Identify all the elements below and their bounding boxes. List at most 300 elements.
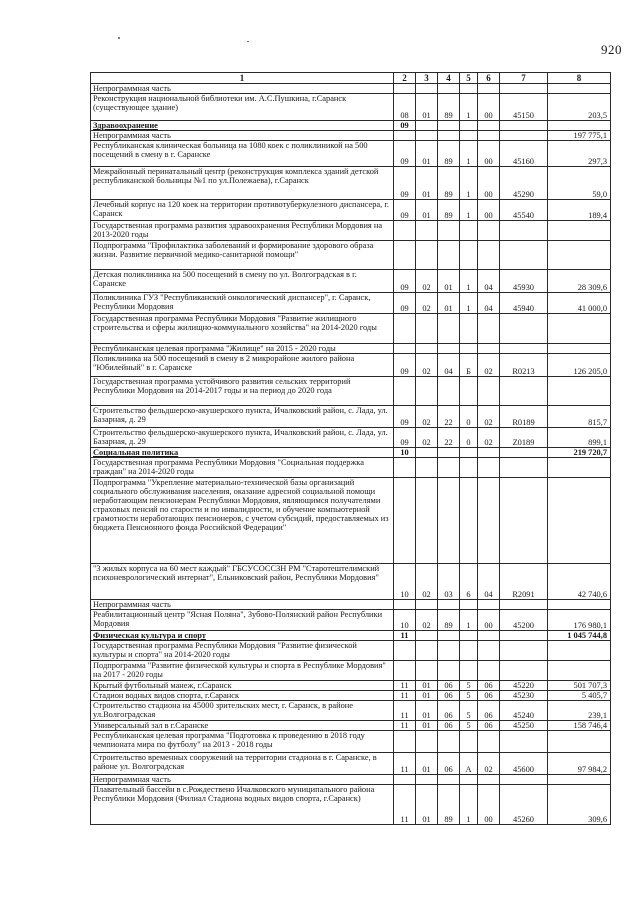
row-amount: 899,1: [548, 428, 611, 448]
row-amount: 815,7: [548, 406, 611, 428]
code-section: [394, 131, 416, 141]
table-row: [91, 731, 611, 753]
code-subprogram: [460, 121, 478, 131]
code-program: 89: [438, 610, 460, 631]
row-amount: 1 045 744,8: [548, 631, 611, 641]
table-row: [91, 167, 611, 200]
row-amount: [548, 314, 611, 344]
row-amount: [548, 344, 611, 354]
code-section: 11: [394, 785, 416, 825]
code-subsection: 01: [416, 141, 438, 167]
code-section: [394, 478, 416, 564]
code-section: 11: [394, 701, 416, 721]
code-subprogram: [460, 458, 478, 478]
code-event: [478, 241, 500, 270]
code-subprogram: [460, 84, 478, 94]
code-subsection: [416, 131, 438, 141]
table-row: [91, 600, 611, 610]
code-program: 06: [438, 753, 460, 775]
table-row: [91, 785, 611, 825]
row-amount: [548, 661, 611, 681]
code-section: [394, 221, 416, 241]
row-name: Непрограммная часть: [91, 131, 394, 141]
row-amount: [548, 600, 611, 610]
table-row: [91, 354, 611, 377]
code-subprogram: [460, 344, 478, 354]
code-section: 09: [394, 406, 416, 428]
row-amount: [548, 775, 611, 785]
code-subprogram: 1: [460, 200, 478, 221]
code-subprogram: [460, 641, 478, 661]
row-amount: [548, 731, 611, 753]
scan-mark: [118, 37, 120, 39]
code-program: 06: [438, 721, 460, 731]
row-name: Государственная программа устойчивого развития сельских территорий Республики Мордовия на 2014-2017 годы и на период до 2020 года: [91, 377, 394, 406]
row-name: Непрограммная часть: [91, 775, 394, 785]
code-section: 09: [394, 293, 416, 314]
code-event: 04: [478, 293, 500, 314]
row-name: Крытый футбольный манеж, г.Саранск: [91, 681, 394, 691]
code-subsection: [416, 458, 438, 478]
code-subprogram: [460, 775, 478, 785]
code-direction: [500, 600, 548, 610]
row-name: Реконструкция национальной библиотеки им. А.С.Пушкина, г.Саранск (существующее здание): [91, 94, 394, 121]
code-section: [394, 377, 416, 406]
code-event: [478, 458, 500, 478]
code-direction: 45940: [500, 293, 548, 314]
code-subsection: [416, 641, 438, 661]
code-event: [478, 377, 500, 406]
code-direction: [500, 131, 548, 141]
code-direction: R2091: [500, 564, 548, 600]
row-amount: 197 775,1: [548, 131, 611, 141]
row-amount: 501 707,3: [548, 681, 611, 691]
code-program: [438, 84, 460, 94]
table-row: [91, 94, 611, 121]
row-name: Государственная программа Республики Мордовия "Развитие физической культуры и спорта" на 2014-2020 годы: [91, 641, 394, 661]
table-row: [91, 314, 611, 344]
code-section: [394, 458, 416, 478]
row-name: Межрайонный перинатальный центр (реконструкция комплекса зданий детской республиканской больницы №1 по ул.Полежаева), г.Саранск: [91, 167, 394, 200]
code-program: [438, 131, 460, 141]
code-section: 10: [394, 564, 416, 600]
code-subsection: 02: [416, 428, 438, 448]
column-header: 7: [500, 73, 548, 84]
row-name: Подпрограмма "Развитие физической культуры и спорта в Республике Мордовия" на 2017 - 2020 годы: [91, 661, 394, 681]
table-row: [91, 241, 611, 270]
code-event: 00: [478, 141, 500, 167]
table-row: [91, 478, 611, 564]
row-name: Плавательный бассейн в с.Рождествено Ичалковского муниципального района Республики Мордовия (Филиал Стадиона водных видов спорта, г.Саранск): [91, 785, 394, 825]
code-program: [438, 641, 460, 661]
table-row: [91, 270, 611, 293]
row-name: Детская поликлиника на 500 посещений в смену по ул. Волгоградская в г. Саранске: [91, 270, 394, 293]
code-subsection: [416, 314, 438, 344]
table-row: [91, 721, 611, 731]
code-subsection: [416, 241, 438, 270]
row-name: Физическая культура и спорт: [91, 631, 394, 641]
code-subsection: [416, 478, 438, 564]
row-name: Поликлиника ГУЗ "Республиканский онкологический диспансер", г. Саранск, Республики Мордовия: [91, 293, 394, 314]
column-header: 6: [478, 73, 500, 84]
code-section: [394, 314, 416, 344]
code-direction: [500, 731, 548, 753]
row-amount: 239,1: [548, 701, 611, 721]
row-name: Строительство фельдшерско-акушерского пункта, Ичалковский район, с. Лада, ул. Базарная, д. 29: [91, 406, 394, 428]
column-header: 8: [548, 73, 611, 84]
code-direction: [500, 344, 548, 354]
row-amount: 158 746,4: [548, 721, 611, 731]
row-name: Непрограммная часть: [91, 600, 394, 610]
code-subsection: 02: [416, 610, 438, 631]
table-row: [91, 221, 611, 241]
code-event: 02: [478, 406, 500, 428]
code-direction: Z0189: [500, 428, 548, 448]
code-subsection: [416, 221, 438, 241]
code-event: [478, 221, 500, 241]
code-direction: [500, 661, 548, 681]
code-subprogram: [460, 221, 478, 241]
code-section: 09: [394, 270, 416, 293]
code-event: [478, 731, 500, 753]
code-subsection: 01: [416, 167, 438, 200]
table-body: [91, 73, 611, 825]
table-row: [91, 610, 611, 631]
code-direction: 45600: [500, 753, 548, 775]
code-subsection: 01: [416, 94, 438, 121]
code-direction: [500, 641, 548, 661]
code-subprogram: 1: [460, 785, 478, 825]
code-direction: R0213: [500, 354, 548, 377]
code-direction: 45250: [500, 721, 548, 731]
code-program: 01: [438, 293, 460, 314]
code-event: 00: [478, 94, 500, 121]
code-section: [394, 641, 416, 661]
code-section: [394, 241, 416, 270]
code-program: 06: [438, 691, 460, 701]
code-subsection: [416, 344, 438, 354]
code-program: [438, 775, 460, 785]
code-event: [478, 84, 500, 94]
code-subprogram: 1: [460, 270, 478, 293]
code-direction: [500, 458, 548, 478]
table-row: [91, 406, 611, 428]
table-row: [91, 344, 611, 354]
table-row: [91, 701, 611, 721]
code-direction: [500, 377, 548, 406]
code-program: 06: [438, 701, 460, 721]
code-subprogram: [460, 241, 478, 270]
code-subprogram: 5: [460, 701, 478, 721]
code-subprogram: [460, 131, 478, 141]
code-program: 06: [438, 681, 460, 691]
code-direction: [500, 221, 548, 241]
code-subprogram: 1: [460, 94, 478, 121]
code-subprogram: 5: [460, 721, 478, 731]
code-event: 00: [478, 167, 500, 200]
row-amount: 42 740,6: [548, 564, 611, 600]
code-subsection: [416, 631, 438, 641]
code-subprogram: Б: [460, 354, 478, 377]
code-subsection: 02: [416, 270, 438, 293]
row-amount: [548, 641, 611, 661]
code-section: 10: [394, 448, 416, 458]
code-section: 09: [394, 167, 416, 200]
code-subprogram: 5: [460, 691, 478, 701]
row-name: Государственная программа развития здравоохранения Республики Мордовия на 2013-2020 годы: [91, 221, 394, 241]
column-header: 1: [91, 73, 394, 84]
budget-table: [90, 72, 611, 825]
code-event: 04: [478, 270, 500, 293]
table-row: [91, 293, 611, 314]
code-event: 04: [478, 564, 500, 600]
code-direction: [500, 631, 548, 641]
code-program: 89: [438, 785, 460, 825]
code-subprogram: 0: [460, 428, 478, 448]
code-section: 08: [394, 94, 416, 121]
code-event: 02: [478, 428, 500, 448]
table-row: [91, 564, 611, 600]
code-event: [478, 314, 500, 344]
code-direction: 45930: [500, 270, 548, 293]
code-subprogram: 1: [460, 293, 478, 314]
row-name: Поликлиника на 500 посещений в смену в 2 микрорайоне жилого района "Юбилейный" в г. Саранске: [91, 354, 394, 377]
table-row: [91, 428, 611, 448]
row-name: Строительство стадиона на 45000 зрительских мест, г. Саранск, в районе ул.Волгоградская: [91, 701, 394, 721]
code-event: [478, 478, 500, 564]
code-direction: 45150: [500, 94, 548, 121]
code-event: 00: [478, 200, 500, 221]
code-subprogram: [460, 661, 478, 681]
code-program: 01: [438, 270, 460, 293]
row-amount: 189,4: [548, 200, 611, 221]
code-section: 11: [394, 721, 416, 731]
table-row: [91, 691, 611, 701]
code-subprogram: [460, 731, 478, 753]
code-direction: 45290: [500, 167, 548, 200]
code-program: [438, 448, 460, 458]
code-program: 89: [438, 200, 460, 221]
code-program: [438, 221, 460, 241]
scan-mark: [247, 41, 249, 42]
row-amount: [548, 241, 611, 270]
code-event: 00: [478, 785, 500, 825]
code-program: 89: [438, 167, 460, 200]
table-row: [91, 641, 611, 661]
row-name: Универсальный зал в г.Саранске: [91, 721, 394, 731]
column-header: 2: [394, 73, 416, 84]
row-amount: 28 309,6: [548, 270, 611, 293]
code-subsection: 01: [416, 785, 438, 825]
code-event: 06: [478, 681, 500, 691]
code-program: [438, 731, 460, 753]
code-subsection: 02: [416, 293, 438, 314]
code-direction: [500, 84, 548, 94]
code-event: 02: [478, 354, 500, 377]
table-row: [91, 753, 611, 775]
code-subsection: [416, 775, 438, 785]
table-row: [91, 131, 611, 141]
code-section: 09: [394, 200, 416, 221]
code-program: [438, 631, 460, 641]
code-direction: [500, 448, 548, 458]
code-section: 09: [394, 428, 416, 448]
code-program: [438, 478, 460, 564]
table-row: [91, 377, 611, 406]
code-direction: 45230: [500, 691, 548, 701]
code-subsection: [416, 121, 438, 131]
code-event: 00: [478, 610, 500, 631]
code-event: [478, 775, 500, 785]
row-name: Подпрограмма "Профилактика заболеваний и формирование здорового образа жизни. Развитие первичной медико-санитарной помощи": [91, 241, 394, 270]
code-subsection: 01: [416, 681, 438, 691]
row-amount: 41 000,0: [548, 293, 611, 314]
code-subsection: [416, 661, 438, 681]
code-subprogram: [460, 448, 478, 458]
row-name: Строительство фельдшерско-акушерского пункта, Ичалковский район, с. Лада, ул. Базарная, д. 29: [91, 428, 394, 448]
code-section: [394, 84, 416, 94]
code-program: 04: [438, 354, 460, 377]
code-event: [478, 121, 500, 131]
code-direction: [500, 478, 548, 564]
code-subsection: 01: [416, 200, 438, 221]
code-direction: 45540: [500, 200, 548, 221]
row-name: Здравоохранение: [91, 121, 394, 131]
code-subsection: [416, 377, 438, 406]
code-direction: [500, 775, 548, 785]
code-direction: [500, 241, 548, 270]
code-section: [394, 661, 416, 681]
column-header: 3: [416, 73, 438, 84]
code-event: [478, 131, 500, 141]
row-name: Стадион водных видов спорта, г.Саранск: [91, 691, 394, 701]
code-subsection: 01: [416, 753, 438, 775]
code-direction: R0189: [500, 406, 548, 428]
table-row: [91, 84, 611, 94]
code-subsection: 02: [416, 406, 438, 428]
code-subsection: 01: [416, 721, 438, 731]
code-program: [438, 241, 460, 270]
row-amount: [548, 221, 611, 241]
code-direction: 45260: [500, 785, 548, 825]
code-event: [478, 661, 500, 681]
code-event: 06: [478, 691, 500, 701]
code-section: [394, 731, 416, 753]
code-direction: 45240: [500, 701, 548, 721]
code-event: [478, 448, 500, 458]
code-direction: [500, 121, 548, 131]
row-amount: [548, 84, 611, 94]
code-program: [438, 458, 460, 478]
row-amount: 126 205,0: [548, 354, 611, 377]
table-row: [91, 681, 611, 691]
code-program: [438, 377, 460, 406]
code-subprogram: 0: [460, 406, 478, 428]
table-row: [91, 775, 611, 785]
row-amount: 297,3: [548, 141, 611, 167]
column-header: 5: [460, 73, 478, 84]
row-amount: 203,5: [548, 94, 611, 121]
code-section: 09: [394, 121, 416, 131]
code-section: 10: [394, 610, 416, 631]
code-subprogram: 5: [460, 681, 478, 691]
table-row: [91, 448, 611, 458]
code-subprogram: 1: [460, 610, 478, 631]
code-program: [438, 314, 460, 344]
code-program: [438, 344, 460, 354]
row-name: Социальная политика: [91, 448, 394, 458]
code-event: 06: [478, 721, 500, 731]
code-program: [438, 600, 460, 610]
code-subsection: [416, 731, 438, 753]
code-section: 11: [394, 691, 416, 701]
code-subprogram: А: [460, 753, 478, 775]
row-name: Республиканская целевая программа "Подготовка к проведению в 2018 году чемпионата мира по футболу" на 2013 - 2018 годы: [91, 731, 394, 753]
code-section: [394, 775, 416, 785]
row-amount: 219 720,7: [548, 448, 611, 458]
code-direction: [500, 314, 548, 344]
code-event: 06: [478, 701, 500, 721]
row-amount: 309,6: [548, 785, 611, 825]
code-event: [478, 631, 500, 641]
code-program: 89: [438, 94, 460, 121]
row-amount: 5 405,7: [548, 691, 611, 701]
row-name: Непрограммная часть: [91, 84, 394, 94]
code-section: [394, 344, 416, 354]
code-event: [478, 641, 500, 661]
table-row: [91, 141, 611, 167]
row-amount: 97 984,2: [548, 753, 611, 775]
row-name: "3 жилых корпуса на 60 мест каждый" ГБСУСОССЗН РМ "Старотештелимский психоневрологический интернат", Ельниковский район, Республики Мордовия": [91, 564, 394, 600]
table-row: [91, 458, 611, 478]
row-name: Подпрограмма "Укрепление материально-технической базы организаций социального обслуживания населения, оказание адресной социальной помощи неработающим пенсионерам Республики Мордовия, являющимся получателями страховых пенсий по старости и по инвалидности, и обучение компьютерной грамотности неработающих пенсионеров, с учетом субсидий, предоставляемых из бюджета Пенсионного фонда Российской Федерации": [91, 478, 394, 564]
row-amount: [548, 478, 611, 564]
code-direction: 45220: [500, 681, 548, 691]
row-amount: [548, 458, 611, 478]
row-amount: 59,0: [548, 167, 611, 200]
row-name: Реабилитационный центр "Ясная Поляна", Зубово-Полянский район Республики Мордовия: [91, 610, 394, 631]
code-subprogram: 1: [460, 141, 478, 167]
code-section: 11: [394, 681, 416, 691]
row-name: Лечебный корпус на 120 коек на территории противотуберкулезного диспансера, г. Саранск: [91, 200, 394, 221]
row-name: Государственная программа Республики Мордовия "Социальная поддержка граждан" на 2014-2020 годы: [91, 458, 394, 478]
code-subsection: 02: [416, 564, 438, 600]
code-program: 22: [438, 406, 460, 428]
code-subprogram: [460, 377, 478, 406]
code-section: [394, 600, 416, 610]
code-program: 03: [438, 564, 460, 600]
code-section: 09: [394, 141, 416, 167]
code-subprogram: 6: [460, 564, 478, 600]
code-direction: 45200: [500, 610, 548, 631]
table-row: [91, 631, 611, 641]
code-subprogram: 1: [460, 167, 478, 200]
row-amount: [548, 377, 611, 406]
code-event: [478, 344, 500, 354]
code-program: 22: [438, 428, 460, 448]
code-event: 02: [478, 753, 500, 775]
column-header: 4: [438, 73, 460, 84]
row-name: Республиканская целевая программа "Жилище" на 2015 - 2020 годы: [91, 344, 394, 354]
table-row: [91, 661, 611, 681]
code-program: [438, 661, 460, 681]
row-amount: 176 980,1: [548, 610, 611, 631]
code-subprogram: [460, 600, 478, 610]
code-program: 89: [438, 141, 460, 167]
code-section: 09: [394, 354, 416, 377]
code-program: [438, 121, 460, 131]
table-header-row: [91, 73, 611, 84]
